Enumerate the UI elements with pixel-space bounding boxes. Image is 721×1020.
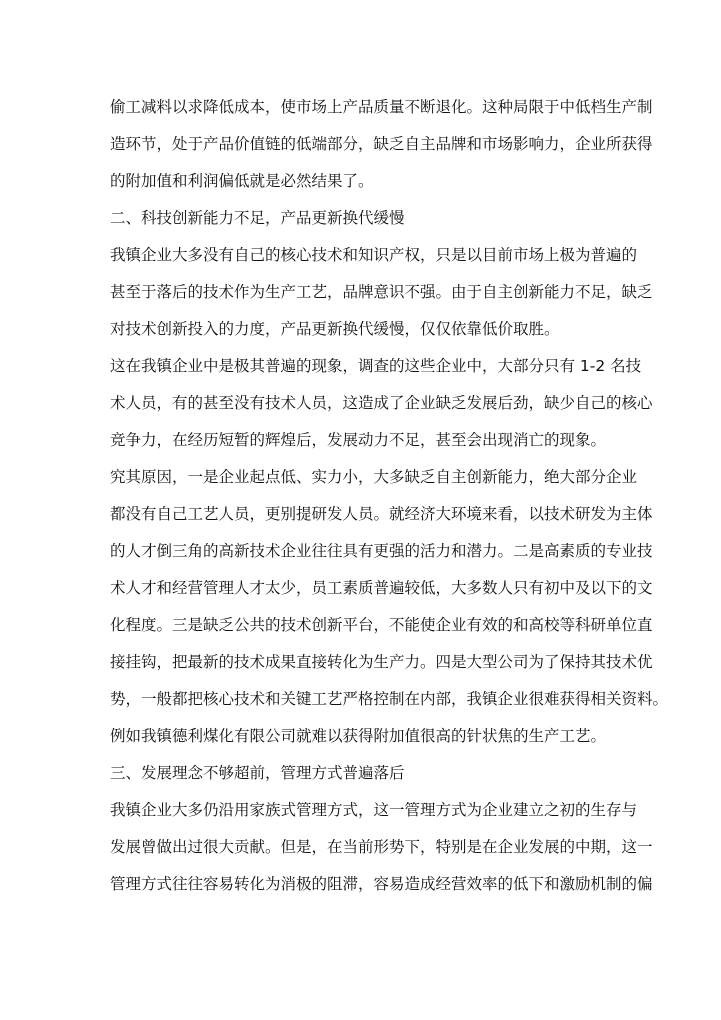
text-line: 这在我镇企业中是极其普遍的现象，调查的这些企业中，大部分只有 1-2 名技 <box>110 357 642 375</box>
text-line: 的人才倒三角的高新技术企业往往具有更强的活力和潜力。二是高素质的专业技 <box>110 542 653 560</box>
text-line: 接挂钩，把最新的技术成果直接转化为生产力。四是大型公司为了保持其技术优 <box>110 653 653 671</box>
text-line: 究其原因，一是企业起点低、实力小，大多缺乏自主创新能力，绝大部分企业 <box>110 468 638 486</box>
text-line: 偷工减料以求降低成本，使市场上产品质量不断退化。这种局限于中低档生产制 <box>110 98 653 116</box>
text-line: 术人员，有的甚至没有技术人员，这造成了企业缺乏发展后劲，缺少自己的核心 <box>110 394 653 412</box>
text-line: 术人才和经营管理人才太少，员工素质普遍较低，大多数人只有初中及以下的文 <box>110 579 653 597</box>
text-line: 对技术创新投入的力度，产品更新换代缓慢，仅仅依靠低价取胜。 <box>110 320 560 338</box>
text-line: 造环节，处于产品价值链的低端部分，缺乏自主品牌和市场影响力，企业所获得 <box>110 135 653 153</box>
section-heading: 三、发展理念不够超前，管理方式普遍落后 <box>110 764 405 782</box>
text-line: 都没有自己工艺人员，更别提研发人员。就经济大环境来看，以技术研发为主体 <box>110 505 653 523</box>
text-line: 竞争力，在经历短暂的辉煌后，发展动力不足，甚至会出现消亡的现象。 <box>110 431 607 449</box>
text-line: 管理方式往往容易转化为消极的阻滞，容易造成经营效率的低下和激励机制的偏 <box>110 875 653 893</box>
text-line: 的附加值和利润偏低就是必然结果了。 <box>110 172 374 190</box>
text-line: 例如我镇德利煤化有限公司就难以获得附加值很高的针状焦的生产工艺。 <box>110 727 607 745</box>
section-heading: 二、科技创新能力不足，产品更新换代缓慢 <box>110 209 405 227</box>
text-line: 甚至于落后的技术作为生产工艺，品牌意识不强。由于自主创新能力不足，缺乏 <box>110 283 653 301</box>
text-line: 我镇企业大多没有自己的核心技术和知识产权，只是以目前市场上极为普遍的 <box>110 246 638 264</box>
text-line: 化程度。三是缺乏公共的技术创新平台，不能使企业有效的和高校等科研单位直 <box>110 616 653 634</box>
text-line: 我镇企业大多仍沿用家族式管理方式，这一管理方式为企业建立之初的生存与 <box>110 801 638 819</box>
text-line: 发展曾做出过很大贡献。但是，在当前形势下，特别是在企业发展的中期，这一 <box>110 838 653 856</box>
text-line: 势，一般都把核心技术和关键工艺严格控制在内部，我镇企业很难获得相关资料。 <box>110 690 669 708</box>
